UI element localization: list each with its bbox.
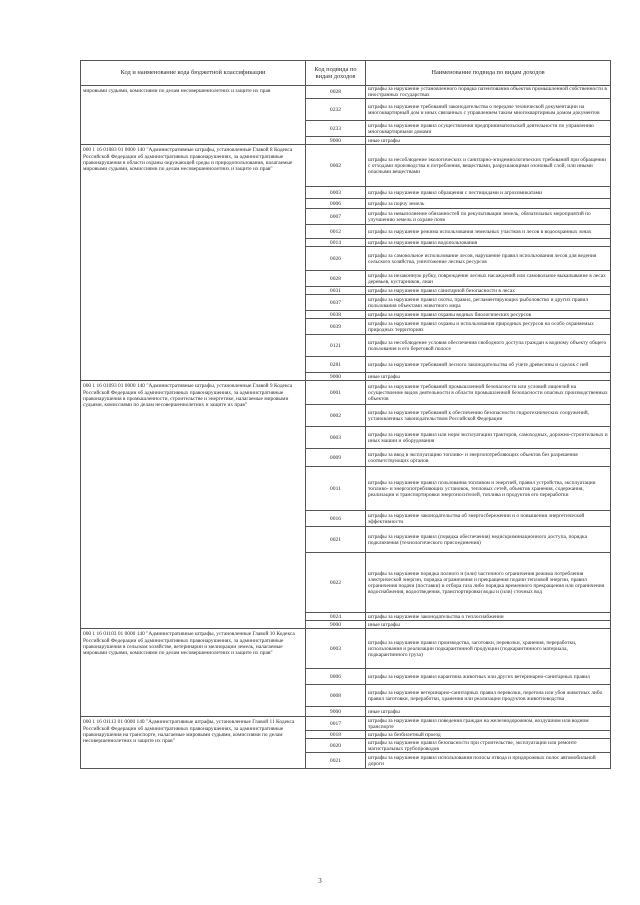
subtype-name-cell: штрафы за нарушение правил (порядка обеспечения) недискриминационного доступа, порядка подключения (технологического присоединения): [366, 527, 611, 553]
subtype-name-cell: штрафы за нарушение законодательства об энергосбережении и о повышении энергетической эффективности: [366, 511, 611, 527]
classification-code-cell: мировыми судьями, комиссиями по делам несовершеннолетних и защите их прав: [81, 86, 306, 145]
subtype-name-cell: штрафы за нарушение правил карантина животных или других ветеринарно-санитарных правил: [366, 669, 611, 685]
subtype-name-cell: штрафы за нарушение правил обращения с пестицидами и агрохимикатами: [366, 187, 611, 199]
subtype-name-cell: штрафы за нарушение установленного порядка патентования объектов промышленной собственности в иностранных государствах: [366, 86, 611, 99]
subtype-code-cell: 0001: [306, 381, 366, 405]
header-code-name: Код и наименование кода бюджетной классификации: [81, 61, 306, 86]
subtype-code-cell: 0002: [306, 145, 366, 187]
classification-code-cell: 000 1 16 01093 01 0000 140 "Административные штрафы, установленные Главой 9 Кодекса Российской Федерации об административных правонарушениях, за административные правонарушения в промышленности, строительстве и энергетике, налагаемые мировыми судьями, комиссиями по делам несовершеннолетних и защите их прав": [81, 381, 306, 629]
subtype-code-cell: 0020: [306, 739, 366, 753]
subtype-name-cell: штрафы за самовольное использование лесов, нарушение правил использования лесов для ведения сельского хозяйства, уничтожение лесных ресурсов: [366, 247, 611, 271]
subtype-name-cell: штрафы за нарушение правил поведения граждан на железнодорожном, воздушном или водном транспорте: [366, 717, 611, 731]
subtype-code-cell: 0233: [306, 121, 366, 137]
subtype-code-cell: 9000: [306, 373, 366, 381]
subtype-name-cell: штрафы за ввод в эксплуатацию топливо- и энергопотребляющих объектов без разрешения соответствующих органов: [366, 449, 611, 467]
table-row: [81, 381, 611, 405]
subtype-name-cell: штрафы за нарушение правил охоты, правил, регламентирующих рыболовство и других правил пользования объектами животного мира: [366, 295, 611, 311]
classification-code-cell: 000 1 16 01113 01 0000 140 "Административные штрафы, установленные Главой 11 Кодекса Российской Федерации об административных правонарушениях, за административные правонарушения на транспорте, налагаемые мировыми судьями, комиссиями по делам несовершеннолетних и защите их прав": [81, 717, 306, 769]
subtype-code-cell: 0009: [306, 449, 366, 467]
subtype-code-cell: 9000: [306, 137, 366, 145]
subtype-code-cell: 0017: [306, 717, 366, 731]
subtype-code-cell: 0006: [306, 669, 366, 685]
subtype-name-cell: штрафы за нарушение правил охраны водных биологических ресурсов: [366, 311, 611, 319]
subtype-code-cell: 0021: [306, 527, 366, 553]
subtype-name-cell: штрафы за нарушение правил пользования топливом и энергией, правил устройства, эксплуатации топливо- и энергопотребляющих установок, тепловых сетей, объектов хранения, содержания, реализации и транспортировки энергоносителей, топлива и продуктов его переработки: [366, 467, 611, 511]
subtype-name-cell: штрафы за нарушение требований промышленной безопасности или условий лицензий на осуществление видов деятельности в области промышленной безопасности опасных производственных объектов: [366, 381, 611, 405]
subtype-code-cell: 0038: [306, 311, 366, 319]
subtype-name-cell: штрафы за нарушение правил производства, заготовки, перевозки, хранения, переработки, использования и реализации подкарантинной продукции (подкарантинного материала, подкарантинного груза): [366, 629, 611, 669]
subtype-name-cell: штрафы за порчу земель: [366, 199, 611, 209]
subtype-code-cell: 0021: [306, 753, 366, 769]
table-row: [81, 86, 611, 99]
subtype-name-cell: штрафы за нарушение правил использования полосы отвода и придорожных полос автомобильной дороги: [366, 753, 611, 769]
subtype-code-cell: 9000: [306, 707, 366, 717]
document-sheet: [80, 60, 610, 769]
subtype-name-cell: штрафы за нарушение правил осуществления предпринимательской деятельности по управлению многоквартирными домами: [366, 121, 611, 137]
subtype-name-cell: иные штрафы: [366, 621, 611, 629]
classification-code-cell: 000 1 16 01083 01 0000 140 "Административные штрафы, установленные Главой 8 Кодекса Российской Федерации об административных правонарушениях, за административные правонарушения в области охраны окружающей среды и природопользования, налагаемые мировыми судьями, комиссиями по делам несовершеннолетних и защите их прав": [81, 145, 306, 381]
subtype-code-cell: 0006: [306, 199, 366, 209]
subtype-name-cell: иные штрафы: [366, 373, 611, 381]
table-row: [81, 145, 611, 187]
table-header-row: [81, 61, 611, 86]
subtype-code-cell: 0028: [306, 271, 366, 287]
header-subtype-code: Код подвида по видам доходов: [306, 61, 366, 86]
subtype-name-cell: штрафы за нарушение правил охраны и использования природных ресурсов на особо охраняемых природных территориях: [366, 319, 611, 335]
subtype-code-cell: 0121: [306, 335, 366, 357]
subtype-code-cell: 0022: [306, 553, 366, 613]
classification-table: [80, 60, 611, 769]
subtype-code-cell: 0014: [306, 239, 366, 247]
subtype-name-cell: штрафы за нарушение требований к обеспечению безопасности гидротехнических сооружений, установленных законодательством Российской Федерации: [366, 405, 611, 427]
subtype-code-cell: 9000: [306, 621, 366, 629]
subtype-name-cell: штрафы за несоблюдение условия обеспечения свободного доступа граждан к водному объекту общего пользования и его береговой полосе: [366, 335, 611, 357]
subtype-code-cell: 0031: [306, 287, 366, 295]
subtype-code-cell: 0018: [306, 731, 366, 739]
subtype-code-cell: 0011: [306, 467, 366, 511]
table-row: [81, 717, 611, 731]
subtype-name-cell: штрафы за нарушение правил санитарной безопасности в лесах: [366, 287, 611, 295]
subtype-name-cell: иные штрафы: [366, 707, 611, 717]
subtype-code-cell: 0008: [306, 685, 366, 707]
subtype-code-cell: 0012: [306, 225, 366, 239]
subtype-code-cell: 0026: [306, 247, 366, 271]
subtype-code-cell: 0007: [306, 209, 366, 225]
table-row: [81, 629, 611, 669]
subtype-name-cell: штрафы за нарушение режима использования земельных участков и лесов в водоохранных зонах: [366, 225, 611, 239]
page-number: 3: [318, 877, 322, 885]
subtype-name-cell: штрафы за нарушение правил безопасности при строительстве, эксплуатации или ремонте магистральных трубопроводов: [366, 739, 611, 753]
subtype-code-cell: 0037: [306, 295, 366, 311]
subtype-name-cell: штрафы за безбилетный проезд: [366, 731, 611, 739]
subtype-code-cell: 0003: [306, 629, 366, 669]
subtype-code-cell: 0024: [306, 613, 366, 621]
subtype-name-cell: штрафы за нарушение ветеринарно-санитарных правил перевозки, перегона или убоя животных либо правил заготовки, переработки, хранения или реализации продуктов животноводства: [366, 685, 611, 707]
subtype-code-cell: 0281: [306, 357, 366, 373]
subtype-name-cell: штрафы за несоблюдение экологических и санитарно-эпидемиологических требований при обращении с отходами производства и потребления, веществами, разрушающими озоновый слой, или иными опасными веществами: [366, 145, 611, 187]
header-subtype-name: Наименование подвида по видам доходов: [366, 61, 611, 86]
subtype-name-cell: штрафы за незаконную рубку, повреждение лесных насаждений или самовольное выкапывание в лесах деревьев, кустарников, лиан: [366, 271, 611, 287]
subtype-code-cell: 0232: [306, 99, 366, 121]
classification-code-cell: 000 1 16 01103 01 0000 140 "Административные штрафы, установленные Главой 10 Кодекса Российской Федерации об административных правонарушениях, за административные правонарушения в сельском хозяйстве, ветеринарии и мелиорации земель, налагаемые мировыми судьями, комиссиями по делам несовершеннолетних и защите их прав": [81, 629, 306, 717]
subtype-code-cell: 0039: [306, 319, 366, 335]
subtype-name-cell: штрафы за нарушение правил водопользования: [366, 239, 611, 247]
subtype-code-cell: 0002: [306, 405, 366, 427]
subtype-name-cell: штрафы за нарушение правил или норм эксплуатации тракторов, самоходных, дорожно-строительных и иных машин и оборудования: [366, 427, 611, 449]
subtype-code-cell: 0028: [306, 86, 366, 99]
subtype-name-cell: штрафы за нарушение порядка полного и (или) частичного ограничения режима потребления электрической энергии, порядка ограничения и прекращения подачи тепловой энергии, правил ограничения подачи (поставки) и отбора газа либо порядка временного прекращения или ограничения водоснабжения, водоотведения, транспортировки воды и (или) сточных вод: [366, 553, 611, 613]
subtype-name-cell: штрафы за нарушение требований лесного законодательства об учете древесины и сделок с ней: [366, 357, 611, 373]
table-body: [81, 86, 611, 769]
subtype-code-cell: 0003: [306, 187, 366, 199]
subtype-name-cell: иные штрафы: [366, 137, 611, 145]
subtype-code-cell: 0016: [306, 511, 366, 527]
subtype-name-cell: штрафы за нарушение требований законодательства о передаче технической документации на многоквартирный дом и иных связанных с управлением таким многоквартирным домом документов: [366, 99, 611, 121]
subtype-name-cell: штрафы за невыполнение обязанностей по рекультивации земель, обязательных мероприятий по улучшению земель и охране почв: [366, 209, 611, 225]
subtype-code-cell: 0003: [306, 427, 366, 449]
subtype-name-cell: штрафы за нарушение законодательства о теплоснабжении: [366, 613, 611, 621]
